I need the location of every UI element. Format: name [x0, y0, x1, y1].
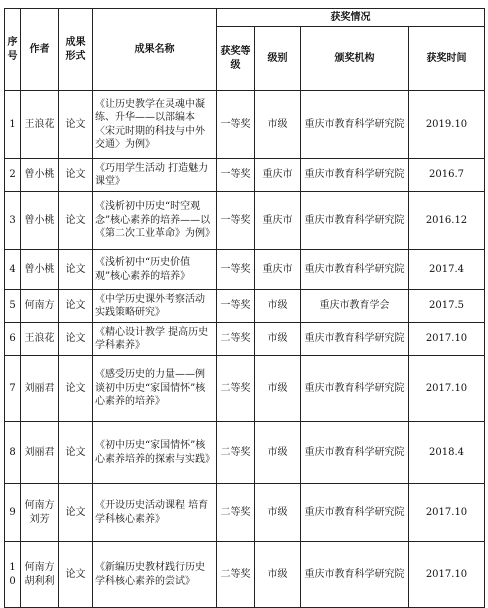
cell-form: 论文: [59, 422, 93, 484]
table-row: [5, 91, 485, 159]
table-row: [5, 250, 485, 290]
cell-title: 《感受历史的力量——例谈初中历史“家国情怀”核心素养的培养》: [93, 356, 217, 422]
cell-org: 重庆市教育科学研究院: [301, 192, 409, 250]
cell-author: 曾小桃: [21, 250, 59, 290]
cell-grade: 市级: [255, 542, 301, 608]
cell-grade: 市级: [255, 91, 301, 159]
cell-grade: 市级: [255, 290, 301, 323]
cell-level: 一等奖: [217, 159, 255, 192]
cell-org: 重庆市教育学会: [301, 290, 409, 323]
cell-org: 重庆市教育科学研究院: [301, 159, 409, 192]
cell-level: 二等奖: [217, 323, 255, 356]
cell-grade: 市级: [255, 323, 301, 356]
cell-title: 《开设历史活动课程 培育学科核心素养》: [93, 484, 217, 542]
cell-title: 《初中历史“家国情怀”核心素养培养的探索与实践》: [93, 422, 217, 484]
cell-seq: 10: [5, 542, 21, 608]
table-row: [5, 542, 485, 608]
header-time: 获奖时间: [409, 27, 485, 91]
cell-grade: 重庆市: [255, 159, 301, 192]
cell-title: 《精心设计教学 提高历史学科素养》: [93, 323, 217, 356]
cell-level: 二等奖: [217, 356, 255, 422]
cell-time: 2017.4: [409, 250, 485, 290]
cell-org: 重庆市教育科学研究院: [301, 323, 409, 356]
table-row: [5, 290, 485, 323]
cell-time: 2018.4: [409, 422, 485, 484]
cell-org: 重庆市教育科学研究院: [301, 250, 409, 290]
cell-form: 论文: [59, 91, 93, 159]
cell-form: 论文: [59, 250, 93, 290]
cell-grade: 市级: [255, 484, 301, 542]
header-grade: 级别: [255, 27, 301, 91]
cell-seq: 9: [5, 484, 21, 542]
cell-level: 一等奖: [217, 192, 255, 250]
cell-author: 何南方胡利利: [21, 542, 59, 608]
cell-level: 二等奖: [217, 542, 255, 608]
table-row: [5, 356, 485, 422]
cell-seq: 7: [5, 356, 21, 422]
cell-seq: 5: [5, 290, 21, 323]
cell-level: 二等奖: [217, 422, 255, 484]
cell-seq: 2: [5, 159, 21, 192]
cell-form: 论文: [59, 356, 93, 422]
cell-grade: 重庆市: [255, 250, 301, 290]
cell-author: 刘丽君: [21, 356, 59, 422]
cell-time: 2017.10: [409, 323, 485, 356]
cell-title: 《让历史教学在灵魂中凝练、升华——以部编本〈宋元时期的科技与中外交通〉为例》: [93, 91, 217, 159]
cell-title: 《巧用学生活动 打造魅力课堂》: [93, 159, 217, 192]
header-award-group: 获奖情况: [217, 9, 485, 27]
cell-org: 重庆市教育科学研究院: [301, 91, 409, 159]
cell-time: 2017.10: [409, 484, 485, 542]
cell-grade: 市级: [255, 356, 301, 422]
cell-time: 2016.7: [409, 159, 485, 192]
cell-author: 王浪花: [21, 91, 59, 159]
header-seq: 序号: [5, 9, 21, 91]
cell-author: 王浪花: [21, 323, 59, 356]
header-level: 获奖等级: [217, 27, 255, 91]
cell-level: 一等奖: [217, 290, 255, 323]
cell-author: 何南方: [21, 290, 59, 323]
cell-author: 曾小桃: [21, 159, 59, 192]
cell-grade: 市级: [255, 422, 301, 484]
cell-form: 论文: [59, 542, 93, 608]
cell-form: 论文: [59, 290, 93, 323]
cell-seq: 4: [5, 250, 21, 290]
awards-table: [4, 8, 485, 608]
cell-seq: 1: [5, 91, 21, 159]
cell-seq: 6: [5, 323, 21, 356]
cell-form: 论文: [59, 192, 93, 250]
cell-title: 《浅析初中历史“时空观念”核心素养的培养——以《第二次工业革命》为例》: [93, 192, 217, 250]
cell-title: 《浅析初中“历史价值观”核心素养的培养》: [93, 250, 217, 290]
cell-title: 《中学历史课外考察活动实践策略研究》: [93, 290, 217, 323]
table-row: [5, 422, 485, 484]
cell-org: 重庆市教育科学研究院: [301, 356, 409, 422]
cell-time: 2017.10: [409, 356, 485, 422]
cell-time: 2019.10: [409, 91, 485, 159]
cell-time: 2017.5: [409, 290, 485, 323]
cell-grade: 重庆市: [255, 192, 301, 250]
table-row: [5, 323, 485, 356]
cell-title: 《新编历史教材践行历史学科核心素养的尝试》: [93, 542, 217, 608]
cell-time: 2017.10: [409, 542, 485, 608]
cell-author: 刘丽君: [21, 422, 59, 484]
header-title: 成果名称: [93, 9, 217, 91]
cell-form: 论文: [59, 323, 93, 356]
cell-form: 论文: [59, 159, 93, 192]
cell-org: 重庆市教育科学研究院: [301, 484, 409, 542]
table-row: [5, 192, 485, 250]
cell-author: 曾小桃: [21, 192, 59, 250]
cell-level: 一等奖: [217, 91, 255, 159]
cell-time: 2016.12: [409, 192, 485, 250]
header-org: 颁奖机构: [301, 27, 409, 91]
cell-author: 何南方刘芳: [21, 484, 59, 542]
header-author: 作者: [21, 9, 59, 91]
cell-form: 论文: [59, 484, 93, 542]
table-body: [5, 91, 485, 608]
table-row: [5, 484, 485, 542]
cell-org: 重庆市教育科学研究院: [301, 422, 409, 484]
cell-seq: 8: [5, 422, 21, 484]
table-row: [5, 159, 485, 192]
header-row-top: [5, 9, 485, 27]
header-form: 成果形式: [59, 9, 93, 91]
cell-level: 二等奖: [217, 484, 255, 542]
cell-org: 重庆市教育科学研究院: [301, 542, 409, 608]
cell-seq: 3: [5, 192, 21, 250]
cell-level: 一等奖: [217, 250, 255, 290]
